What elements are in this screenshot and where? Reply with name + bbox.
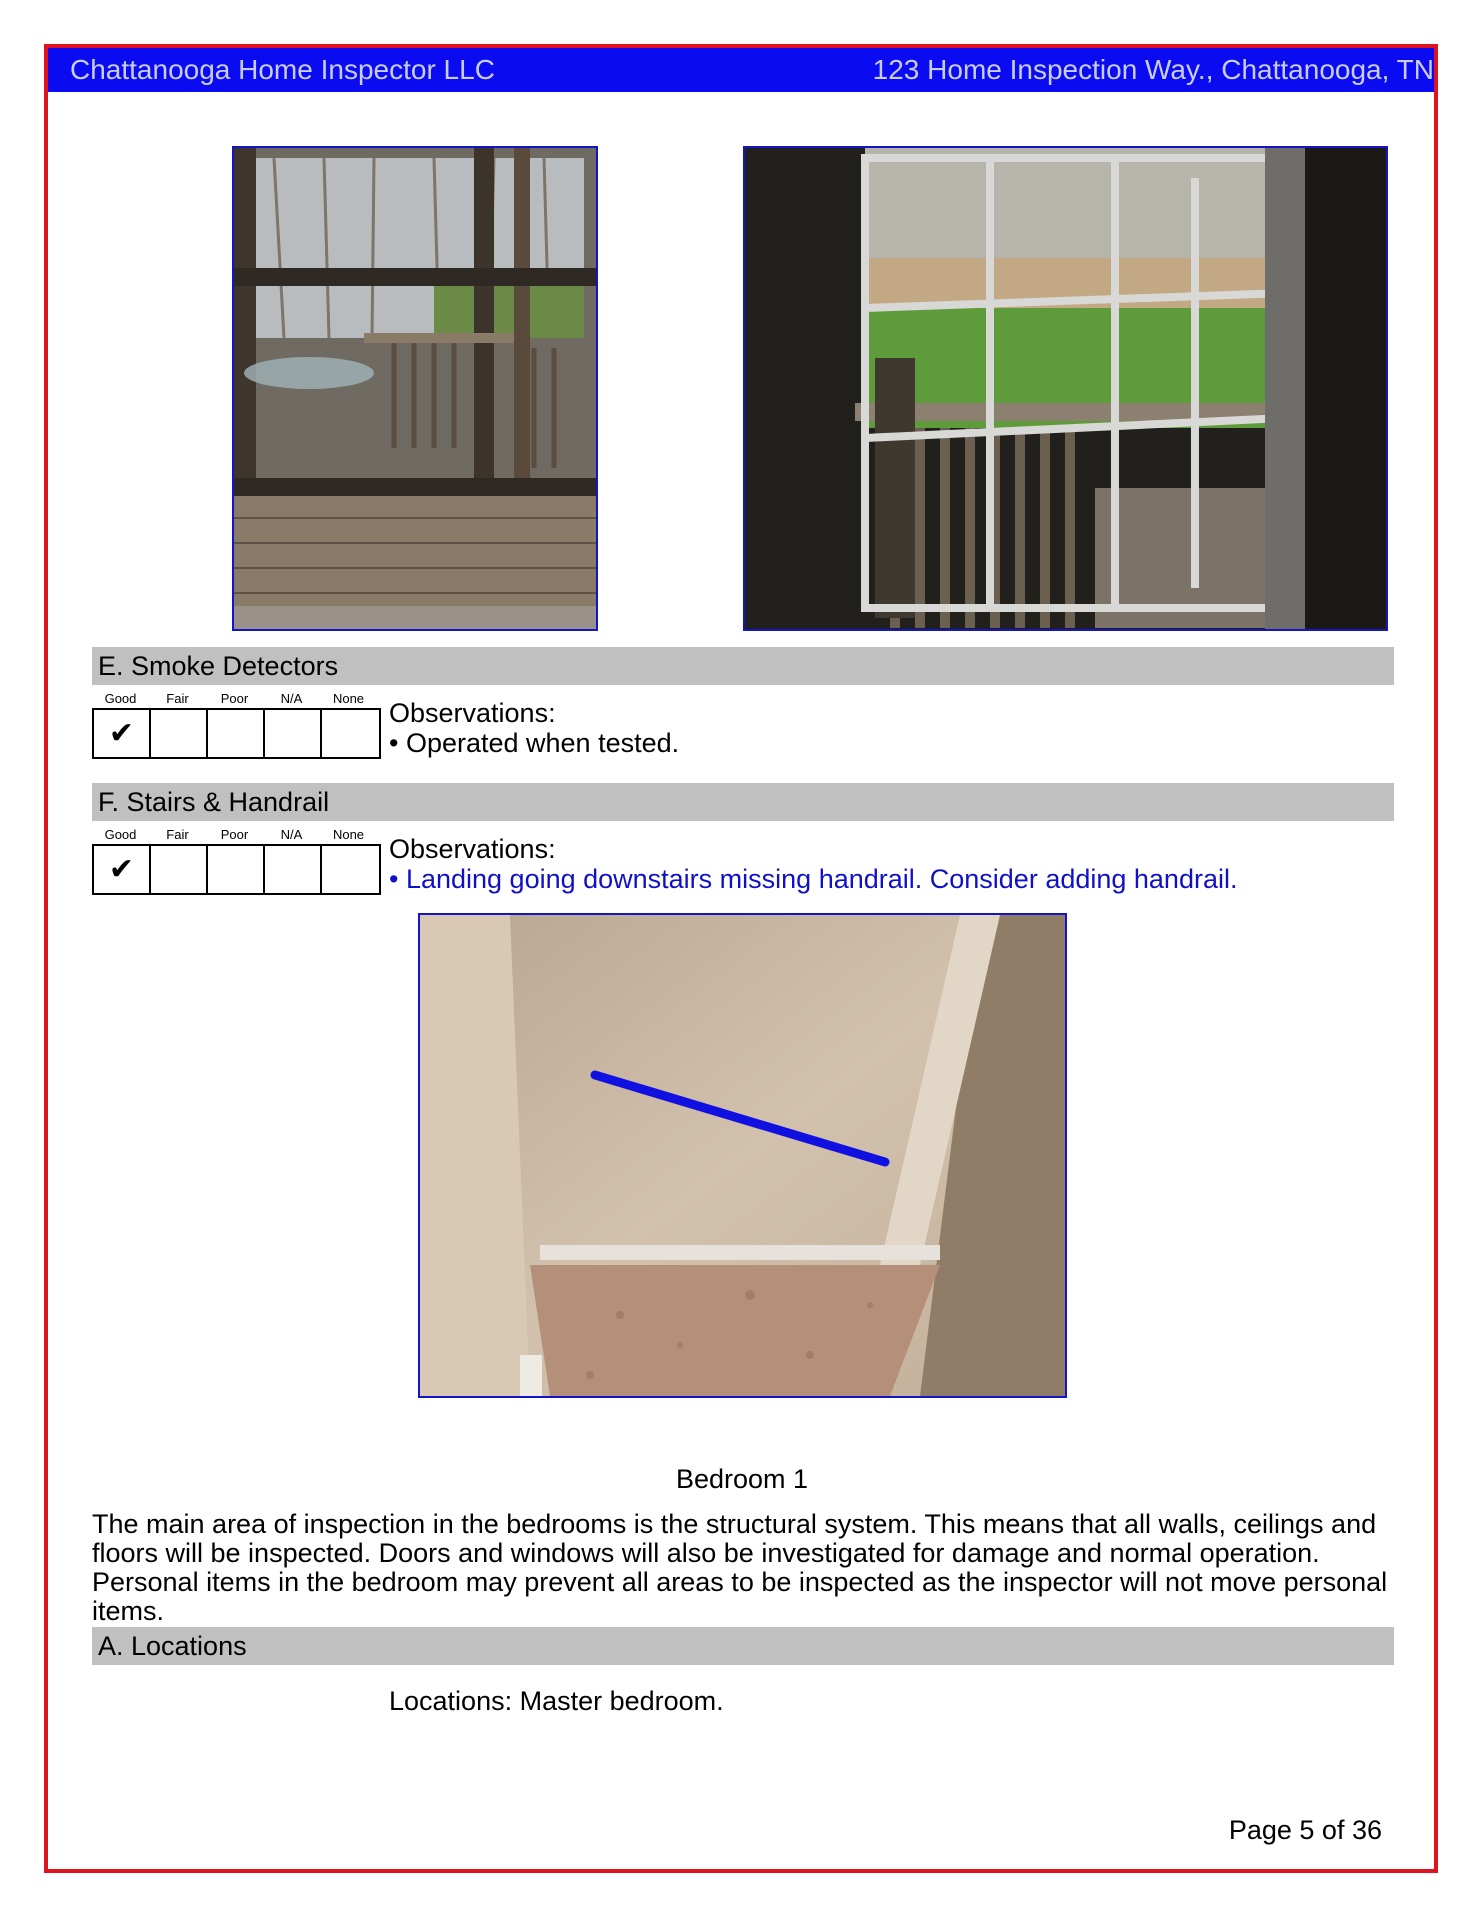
rating-box-fair xyxy=(151,710,208,757)
rating-box-none xyxy=(322,710,379,757)
observation-item: • Landing going downstairs missing handrail. Consider adding handrail. xyxy=(389,864,1238,894)
rating-smoke-detectors xyxy=(92,690,381,759)
rating-box-fair xyxy=(151,846,208,893)
observations-label: Observations: xyxy=(389,834,556,864)
rating-box-none xyxy=(322,846,379,893)
rating-label-none: None xyxy=(332,691,365,706)
rating-label-fair: Fair xyxy=(166,691,189,706)
rating-label-good: Good xyxy=(104,827,137,842)
rating-box-good: ✔ xyxy=(94,846,151,893)
bedroom-description: The main area of inspection in the bedrooms is the structural system. This means that all walls, ceilings and floors will be inspected. Doors and windows will also be investigated for damage and normal operation. Personal items in the bedroom may prevent all areas to be inspected as the inspector will not move personal items. xyxy=(92,1509,1388,1626)
rating-box-na xyxy=(265,710,322,757)
screened-porch-photo xyxy=(232,146,598,631)
window-view-photo xyxy=(743,146,1388,631)
observation-item: • Operated when tested. xyxy=(389,728,680,758)
section-smoke-detectors-title: E. Smoke Detectors xyxy=(92,647,1394,685)
smoke-observations xyxy=(389,698,679,758)
company-name: Chattanooga Home Inspector LLC xyxy=(70,54,495,85)
observations-label: Observations: xyxy=(389,698,556,728)
rating-label-poor: Poor xyxy=(220,691,249,706)
rating-box-na xyxy=(265,846,322,893)
rating-label-fair: Fair xyxy=(166,827,189,842)
bedroom-title: Bedroom 1 xyxy=(675,1464,809,1494)
rating-box-poor xyxy=(208,710,265,757)
stairs-observations xyxy=(389,834,1237,894)
rating-label-na: N/A xyxy=(280,691,303,706)
rating-label-none: None xyxy=(332,827,365,842)
rating-label-na: N/A xyxy=(280,827,303,842)
section-stairs-handrail-title: F. Stairs & Handrail xyxy=(92,783,1394,821)
stair-landing-photo xyxy=(418,913,1067,1398)
rating-stairs-handrail xyxy=(92,826,381,895)
rating-label-good: Good xyxy=(104,691,137,706)
company-address: 123 Home Inspection Way., Chattanooga, TN xyxy=(872,54,1434,85)
section-locations-title: A. Locations xyxy=(92,1627,1394,1665)
report-header xyxy=(48,48,1434,92)
locations-text: Locations: Master bedroom. xyxy=(389,1686,724,1716)
rating-box-poor xyxy=(208,846,265,893)
page-number: Page 5 of 36 xyxy=(1228,1815,1382,1845)
rating-box-good: ✔ xyxy=(94,710,151,757)
rating-label-poor: Poor xyxy=(220,827,249,842)
